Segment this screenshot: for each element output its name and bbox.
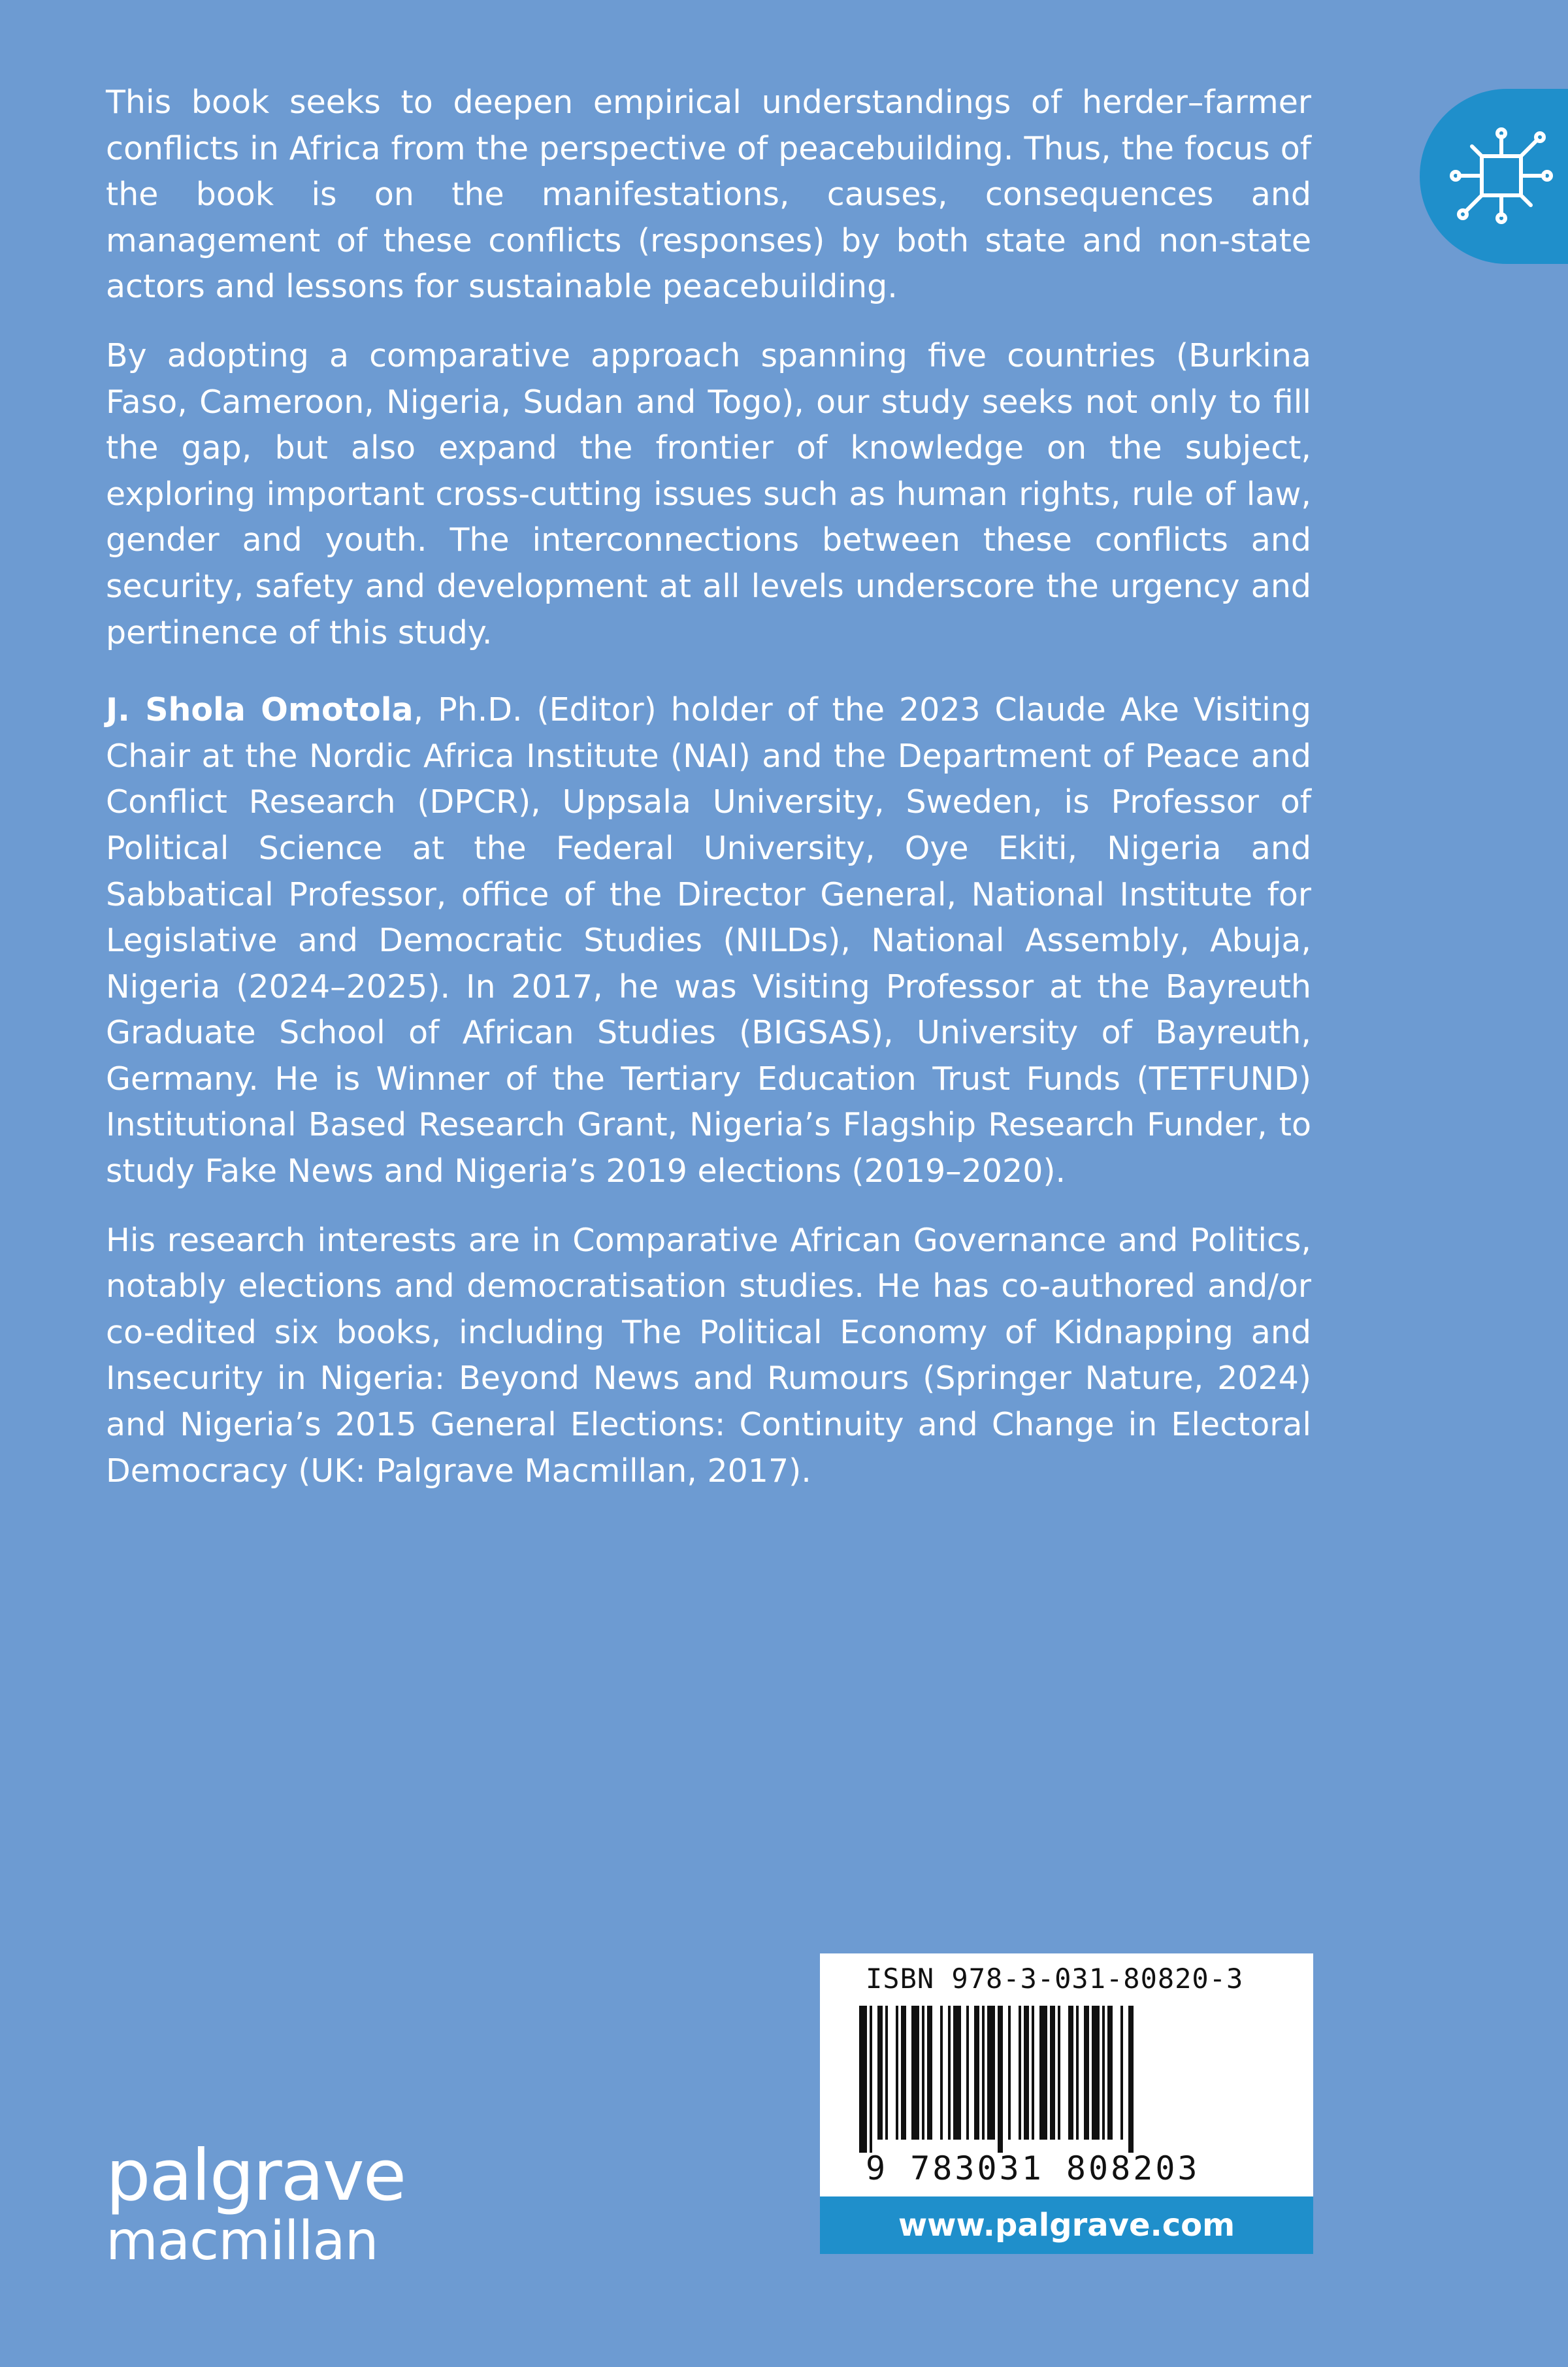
barcode-bar bbox=[1058, 2006, 1060, 2140]
isbn-barcode-box bbox=[820, 1953, 1313, 2196]
author-bio-paragraph bbox=[106, 687, 1311, 1195]
barcode-bar bbox=[1092, 2006, 1100, 2140]
barcode-bar bbox=[974, 2006, 979, 2140]
barcode-bar bbox=[896, 2006, 898, 2140]
barcode-bar bbox=[948, 2006, 951, 2140]
publisher-website[interactable]: www.palgrave.com bbox=[820, 2196, 1313, 2254]
barcode-bar bbox=[1128, 2006, 1134, 2153]
barcode-bar bbox=[1107, 2006, 1113, 2140]
barcode-bar bbox=[1050, 2006, 1055, 2140]
barcode-bar bbox=[1084, 2006, 1089, 2140]
barcode-bar bbox=[877, 2006, 883, 2140]
barcode-bar bbox=[1120, 2006, 1123, 2140]
barcode-bar bbox=[1039, 2006, 1047, 2140]
circuit-network-icon bbox=[1446, 120, 1557, 231]
barcode-bar bbox=[859, 2006, 867, 2153]
publisher-logo-palgrave: palgrave bbox=[106, 2135, 406, 2217]
publisher-logo-macmillan: macmillan bbox=[106, 2210, 378, 2272]
barcode-bar bbox=[1032, 2006, 1034, 2140]
barcode-bar bbox=[870, 2006, 872, 2153]
barcode-bar bbox=[1008, 2006, 1011, 2140]
barcode-bar bbox=[885, 2006, 888, 2140]
author-bio-text: , Ph.D. (Editor) holder of the 2023 Claude Ake Visiting Chair at the Nordic Africa Institute (NAI) and the Department of Peace and Conflict Research (DPCR), Uppsala University, Sweden, is Professor of Political Science at the Federal University, Oye Ekiti, Nigeria and Sabbatical Professor, office of the Director General, National Institute for Legislative and Democratic Studies (NILDs), National Assembly, Abuja, Nigeria (2024–2025). In 2017, he was Visiting Professor at the Bayreuth Graduate School of African Studies (BIGSAS), University of Bayreuth, Germany. He is Winner of the Tertiary Education Trust Funds (TETFUND) Institutional Based Research Grant, Nigeria’s Flagship Research Funder, to study Fake News and Nigeria’s 2019 elections (2019–2020). bbox=[106, 691, 1311, 1190]
series-logo-tab bbox=[1420, 89, 1568, 264]
barcode-bar bbox=[987, 2006, 995, 2140]
barcode-bar bbox=[922, 2006, 924, 2140]
barcode-bar bbox=[966, 2006, 969, 2140]
blurb-paragraph-2: By adopting a comparative approach spanning five countries (Burkina Faso, Cameroon, Nigeria, Sudan and Togo), our study seeks not only to fill the gap, but also expand the frontier of knowledge on the subject, exploring important cross-cutting issues such as human rights, rule of law, gender and youth. The interconnections between these conflicts and security, safety and development at all levels underscore the urgency and pertinence of this study. bbox=[106, 336, 1311, 651]
barcode-bar bbox=[911, 2006, 919, 2140]
barcode-bar bbox=[927, 2006, 932, 2140]
barcode-digits: 9 783031 808203 bbox=[866, 2149, 1200, 2187]
barcode-bar bbox=[1076, 2006, 1079, 2140]
barcode-bar bbox=[1068, 2006, 1073, 2140]
barcode-bar bbox=[901, 2006, 906, 2140]
publisher-logo bbox=[106, 2135, 406, 2272]
blurb-paragraph-4: His research interests are in Comparative African Governance and Politics, notably elections and democratisation studies. He has co-authored and/or co-edited six books, including The Political Economy of Kidnapping and Insecurity in Nigeria: Beyond News and Rumours (Springer Nature, 2024) and Nigeria’s 2015 General Elections: Continuity and Change in Electoral Democracy (UK: Palgrave Macmillan, 2017). bbox=[106, 1221, 1311, 1490]
isbn-label: ISBN 978-3-031-80820-3 bbox=[866, 1963, 1244, 1995]
barcode-bar bbox=[998, 2006, 1003, 2153]
barcode-bar bbox=[1019, 2006, 1021, 2140]
blurb-paragraph-1: This book seeks to deepen empirical understandings of herder–farmer conflicts in Africa from the perspective of peacebuilding. Thus, the focus of the book is on the manifestations, causes, consequences and management of these conflicts (responses) by both state and non-state actors and lessons for sustainable peacebuilding. bbox=[106, 84, 1311, 306]
barcode-bar bbox=[982, 2006, 985, 2140]
author-name: J. Shola Omotola bbox=[106, 691, 414, 729]
back-cover-blurb bbox=[106, 80, 1311, 1517]
barcode-bar bbox=[940, 2006, 943, 2140]
barcode-bar bbox=[1102, 2006, 1105, 2140]
barcode-bar bbox=[1024, 2006, 1029, 2140]
barcode-bar bbox=[953, 2006, 961, 2140]
barcode-icon bbox=[859, 2006, 1277, 2153]
